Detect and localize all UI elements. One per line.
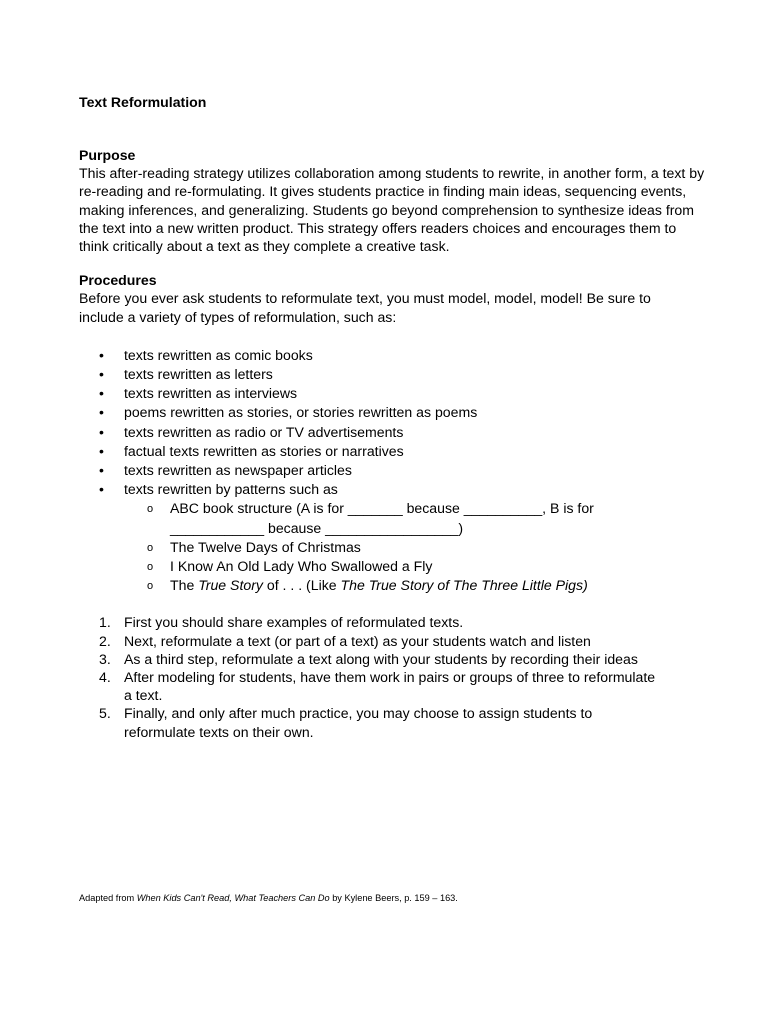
- list-item: [79, 461, 709, 480]
- step-text: As a third step, reformulate a text along with your students by recording their ideas: [124, 650, 638, 667]
- bullet-icon: •: [99, 366, 104, 383]
- page-title: Text Reformulation: [79, 94, 207, 110]
- procedures-intro: [79, 289, 709, 325]
- footer-prefix: Adapted from: [79, 893, 137, 903]
- footer-book-title: When Kids Can't Read, What Teachers Can Do: [136, 893, 330, 903]
- circle-bullet-icon: o: [147, 541, 154, 554]
- list-item-text: texts rewritten as radio or TV advertisements: [124, 423, 404, 440]
- footer-suffix: by Kylene Beers, p. 159 – 163.: [329, 893, 458, 903]
- step-item: [79, 632, 709, 650]
- step-text-continued: reformulate texts on their own.: [124, 723, 314, 740]
- list-item-text: texts rewritten by patterns such as: [124, 481, 338, 498]
- list-item: [79, 442, 709, 461]
- step-number: 4.: [99, 668, 111, 685]
- document-page: [79, 93, 709, 741]
- list-item: [79, 403, 709, 422]
- bullet-icon: •: [99, 481, 104, 498]
- list-item: [79, 423, 709, 442]
- procedures-intro-line-2: include a variety of types of reformulation, such as:: [79, 308, 397, 325]
- bullet-icon: •: [99, 461, 104, 478]
- citation-footer: [79, 892, 458, 904]
- pattern-examples-list: [79, 499, 709, 595]
- step-number: 3.: [99, 650, 111, 667]
- step-text: After modeling for students, have them work in pairs or groups of three to reformulate: [124, 668, 656, 685]
- step-item: [79, 613, 709, 631]
- purpose-heading: Purpose: [79, 147, 136, 163]
- step-text-continued: a text.: [124, 687, 163, 704]
- true-story-prefix: The: [170, 577, 199, 594]
- step-text: Next, reformulate a text (or part of a text) as your students watch and listen: [124, 632, 591, 649]
- sub-list-item-text: I Know An Old Lady Who Swallowed a Fly: [170, 557, 433, 574]
- purpose-paragraph: This after-reading strategy utilizes collaboration among students to rewrite, in another form, a text by re-reading and re-formulating. It gives students practice in finding main ideas, sequencing events, making inferences, and generalizing. Students go beyond comprehension to synthesize ideas from the text into a new written product. This strategy offers readers choices and encourages them to think critically about a text as they complete a creative task.: [79, 165, 705, 255]
- bullet-icon: •: [99, 346, 104, 363]
- sub-list-item-abc: [79, 499, 709, 537]
- step-text: Finally, and only after much practice, you may choose to assign students to: [124, 705, 593, 722]
- true-story-italic: True Story: [198, 577, 263, 594]
- list-item-text: poems rewritten as stories, or stories rewritten as poems: [124, 404, 478, 421]
- step-item: [79, 704, 709, 740]
- step-number: 5.: [99, 705, 111, 722]
- step-item: [79, 650, 709, 668]
- circle-bullet-icon: o: [147, 560, 154, 573]
- true-story-middle: of . . . (Like: [262, 577, 341, 594]
- bullet-icon: •: [99, 385, 104, 402]
- bullet-icon: •: [99, 404, 104, 421]
- sub-list-item-old-lady: [79, 557, 709, 576]
- list-item: [79, 384, 709, 403]
- procedure-steps-list: [79, 613, 709, 740]
- list-item: [79, 480, 709, 499]
- bullet-icon: •: [99, 442, 104, 459]
- sub-list-item-twelve-days: [79, 538, 709, 557]
- list-item-text: texts rewritten as newspaper articles: [124, 461, 352, 478]
- list-item-text: texts rewritten as letters: [124, 366, 273, 383]
- step-text: First you should share examples of reformulated texts.: [124, 614, 464, 631]
- list-item-text: factual texts rewritten as stories or narratives: [124, 442, 404, 459]
- sub-list-item-true-story: [79, 576, 709, 595]
- abc-line-1: ABC book structure (A is for _______ because __________, B is for: [170, 500, 594, 517]
- step-number: 2.: [99, 632, 111, 649]
- list-item-text: texts rewritten as comic books: [124, 346, 313, 363]
- step-item: [79, 668, 709, 704]
- step-number: 1.: [99, 614, 111, 631]
- reformulation-types-list: [79, 346, 709, 500]
- list-item-text: texts rewritten as interviews: [124, 385, 298, 402]
- circle-bullet-icon: o: [147, 503, 154, 516]
- procedures-intro-line-1: Before you ever ask students to reformulate text, you must model, model, model! Be sure to: [79, 290, 651, 307]
- true-story-example: The True Story of The Three Little Pigs): [340, 577, 588, 594]
- bullet-icon: •: [99, 423, 104, 440]
- list-item: [79, 365, 709, 384]
- list-item: [79, 346, 709, 365]
- abc-line-2: ____________ because _________________): [170, 519, 464, 536]
- procedures-heading: Procedures: [79, 272, 157, 289]
- sub-list-item-text: The Twelve Days of Christmas: [170, 538, 361, 555]
- circle-bullet-icon: o: [147, 580, 154, 593]
